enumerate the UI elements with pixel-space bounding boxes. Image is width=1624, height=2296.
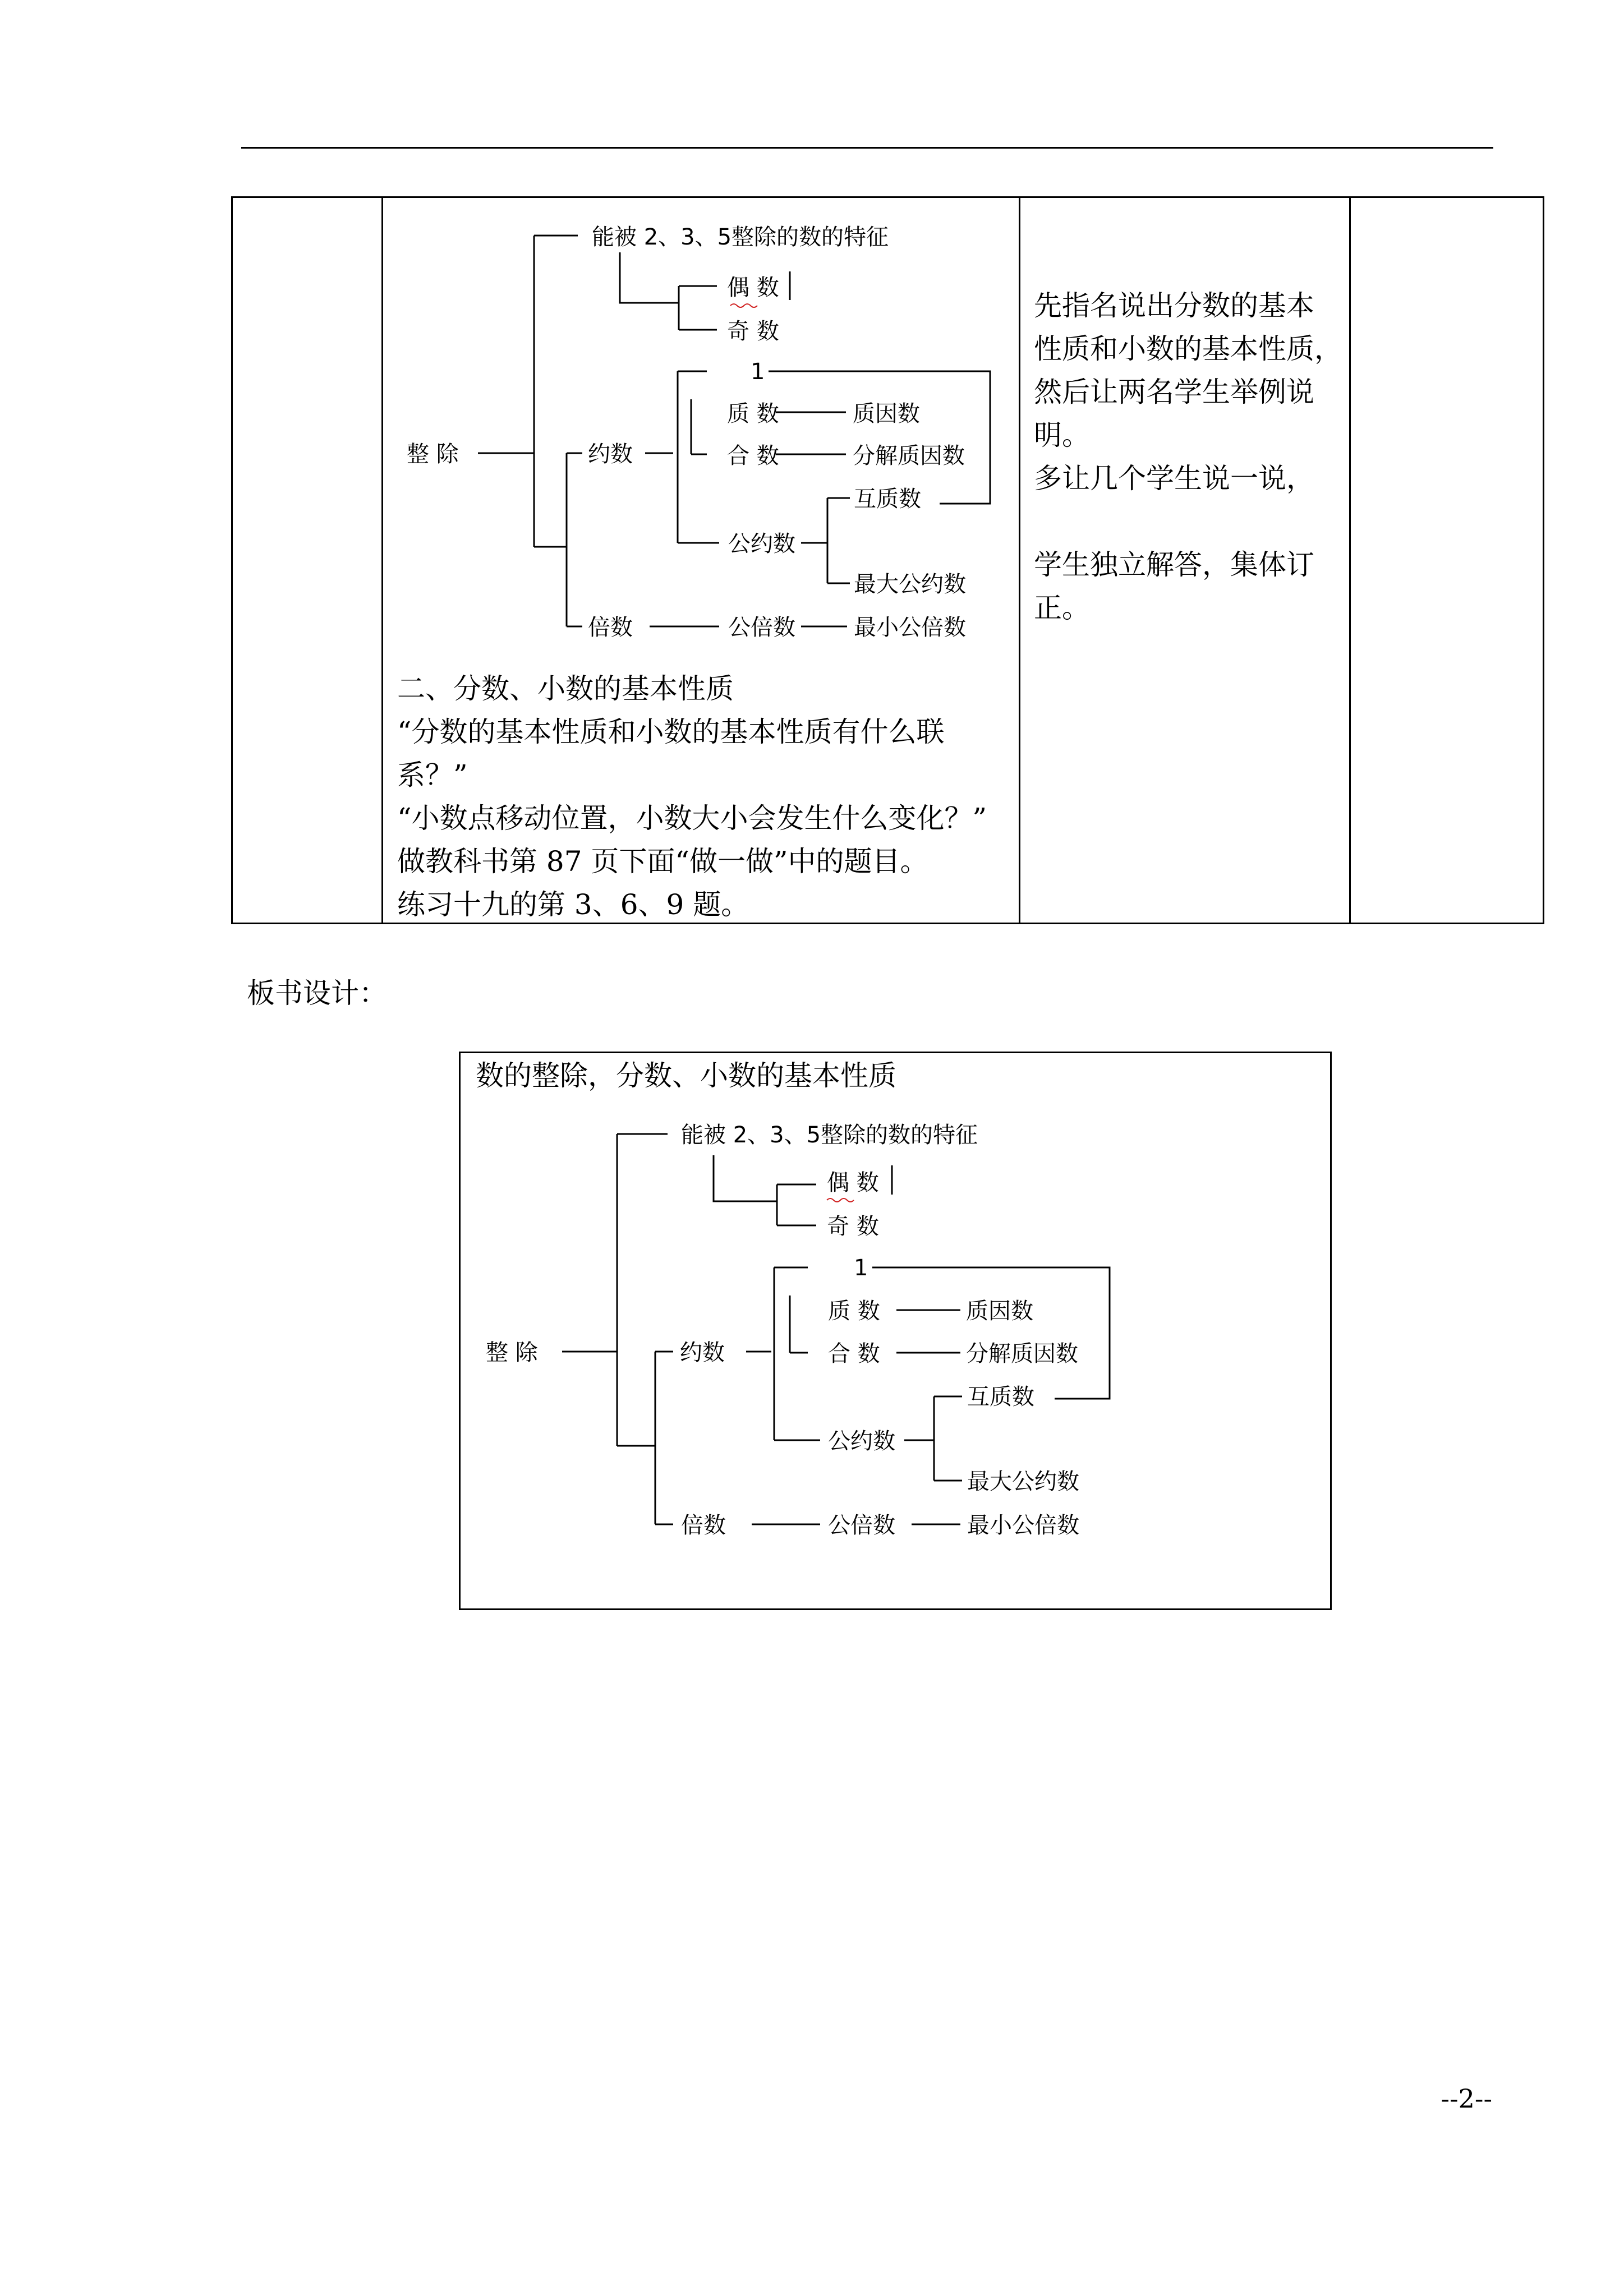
activity-line: 学生独立解答，集体订 [1034, 548, 1314, 581]
activity-line: 然后让两名学生举例说 [1034, 376, 1314, 408]
board-tree-node-multiple: 倍数 [681, 1513, 726, 1538]
activity-line: 先指名说出分数的基本 [1034, 289, 1314, 322]
board-tree-node-prime-factor: 质因数 [966, 1298, 1033, 1324]
tree-node-prime-factor: 质因数 [853, 401, 920, 427]
content-line: “分数的基本性质和小数的基本性质有什么联 [397, 716, 945, 748]
board-tree-node-odd: 奇 数 [827, 1214, 879, 1239]
content-line-section-heading: 二、分数、小数的基本性质 [397, 672, 734, 705]
tree-node-lcm: 最小公倍数 [854, 615, 966, 640]
tree-node-coprime: 互质数 [854, 486, 921, 512]
tree-node-root: 整 除 [407, 441, 459, 467]
tree-node-common-divisor: 公约数 [728, 531, 795, 557]
activity-line: 明。 [1034, 419, 1090, 451]
board-tree-node-factorization: 分解质因数 [966, 1341, 1078, 1367]
tree-node-divisibility-features: 能被 2、3、5整除的数的特征 [592, 224, 889, 250]
board-tree-node-even: 偶 数 [827, 1170, 879, 1196]
content-line: 练习十九的第 3、6、9 题。 [397, 888, 749, 921]
activity-line: 正。 [1034, 592, 1090, 624]
board-tree-node-gcd: 最大公约数 [967, 1469, 1079, 1495]
tree-node-common-multiple: 公倍数 [728, 615, 795, 640]
board-tree-node-divisor: 约数 [680, 1340, 725, 1366]
tree-node-multiple: 倍数 [588, 615, 633, 640]
board-tree-node-common-multiple: 公倍数 [828, 1513, 895, 1538]
board-title: 数的整除，分数、小数的基本性质 [476, 1059, 896, 1092]
tree-node-even: 偶 数 [727, 275, 779, 301]
tree-node-odd: 奇 数 [727, 319, 779, 344]
tree-node-gcd: 最大公约数 [854, 571, 966, 597]
tree-node-one: 1 [751, 359, 765, 385]
tree-node-prime: 质 数 [727, 401, 779, 427]
board-tree-node-lcm: 最小公倍数 [967, 1513, 1079, 1538]
content-line: 系？” [397, 759, 468, 791]
board-tree-node-divisibility-features: 能被 2、3、5整除的数的特征 [681, 1122, 978, 1148]
board-tree-node-composite: 合 数 [828, 1341, 880, 1367]
board-tree-node-prime: 质 数 [828, 1298, 880, 1324]
board-tree-node-one: 1 [854, 1255, 868, 1281]
tree-node-factorization: 分解质因数 [853, 443, 965, 469]
tree-node-composite: 合 数 [727, 443, 779, 469]
board-design-heading: 板书设计： [247, 977, 387, 1009]
board-tree-node-common-divisor: 公约数 [828, 1428, 895, 1454]
content-line: 做教科书第 87 页下面“做一做”中的题目。 [397, 845, 928, 878]
activity-line: 多让几个学生说一说， [1034, 462, 1314, 495]
tree-node-divisor: 约数 [588, 441, 633, 467]
board-tree-node-coprime: 互质数 [967, 1384, 1034, 1410]
content-line: “小数点移动位置，小数大小会发生什么变化？” [397, 802, 987, 835]
page-number: --2-- [1441, 2083, 1492, 2114]
board-tree-node-root: 整 除 [486, 1340, 538, 1366]
activity-line: 性质和小数的基本性质， [1034, 333, 1342, 365]
